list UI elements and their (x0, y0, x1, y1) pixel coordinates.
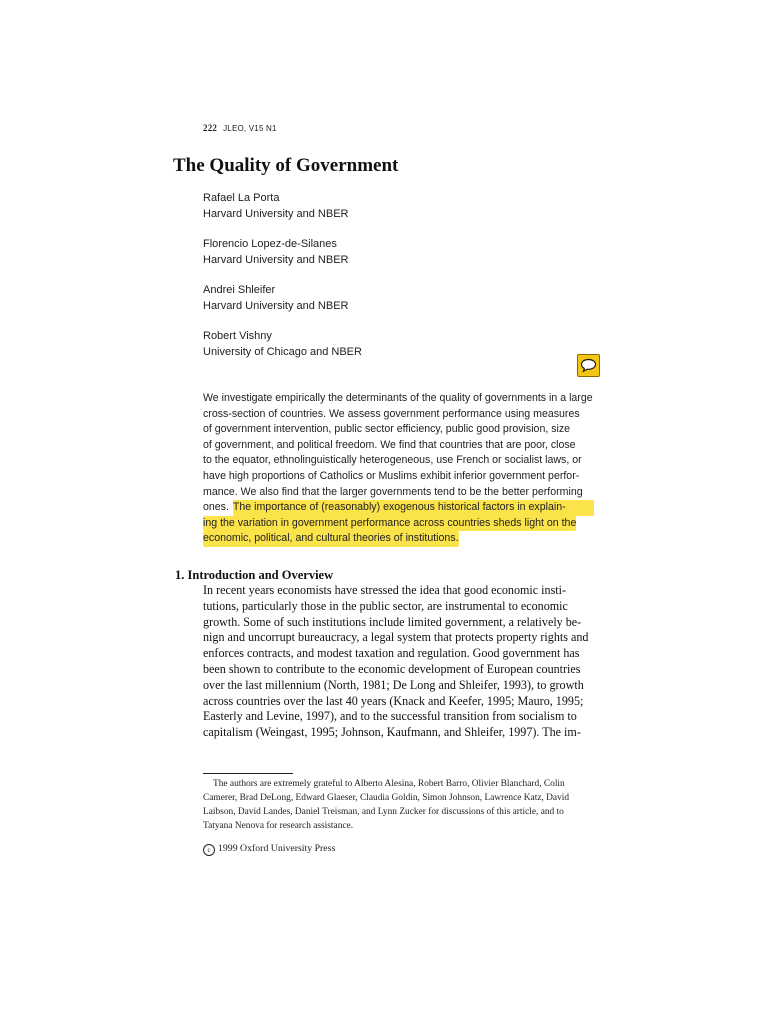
abstract-line: of government intervention, public sector efficiency, public good provision, size (203, 423, 571, 436)
body-line: Easterly and Levine, 1997), and to the successful transition from socialism to (203, 709, 577, 724)
body-line: nign and uncorrupt bureaucracy, a legal system that protects property rights and (203, 630, 589, 645)
author-name: Andrei Shleifer (203, 284, 276, 296)
author-block (203, 328, 603, 374)
page-number: 222 (203, 123, 218, 133)
section-body (203, 583, 593, 741)
section-heading: 1. Introduction and Overview (175, 568, 334, 582)
body-line: tutions, particularly those in the public sector, are instrumental to economic (203, 598, 568, 613)
abstract-line: of government, and political freedom. We find that countries that are poor, close (203, 438, 576, 451)
body-line: growth. Some of such institutions include limited government, a relatively be- (203, 614, 582, 629)
paper-title: The Quality of Government (173, 155, 399, 176)
footnote-line: Camerer, Brad DeLong, Edward Glaeser, Claudia Goldin, Simon Johnson, Lawrence Katz, David (203, 793, 570, 803)
body-line: In recent years economists have stressed the idea that good economic insti- (203, 583, 567, 597)
speech-bubble-icon (580, 358, 597, 373)
author-block (203, 282, 603, 328)
body-line: been shown to contribute to the economic development of European countries (203, 661, 581, 676)
body-line: capitalism (Weingast, 1995; Johnson, Kaufmann, and Shleifer, 1997). The im- (203, 725, 581, 740)
copyright-notice (203, 843, 335, 856)
body-line: enforces contracts, and modest taxation and regulation. Good government has (203, 646, 580, 661)
footnote-line: Tatyana Nenova for research assistance. (203, 821, 354, 831)
copyright-symbol: c (203, 844, 215, 856)
abstract-line: mance. We also find that the larger governments tend to be the better performing (203, 485, 583, 498)
highlighted-text[interactable]: ing the variation in government performance across countries sheds light on the (203, 516, 576, 532)
abstract-line: have high proportions of Catholics or Muslims exhibit inferior government perfor- (203, 469, 580, 482)
author-name: Rafael La Porta (203, 192, 280, 204)
abstract-text: ones. (203, 501, 229, 514)
comment-icon[interactable] (577, 354, 600, 377)
author-block (203, 236, 603, 282)
highlighted-text[interactable]: economic, political, and cultural theories of institutions. (203, 531, 459, 547)
author-affiliation: Harvard University and NBER (203, 254, 349, 266)
highlighted-text[interactable]: The importance of (reasonably) exogenous historical factors in explain- (233, 500, 594, 516)
running-head (203, 123, 277, 133)
author-affiliation: Harvard University and NBER (203, 208, 349, 220)
footnote-line: Laibson, David Landes, Daniel Treisman, and Lynn Zucker for discussions of this article, and to (203, 807, 564, 817)
footnote-rule (203, 773, 293, 774)
journal-name: JLEO, V15 N1 (223, 124, 277, 133)
copyright-text: 1999 Oxford University Press (218, 843, 336, 854)
author-affiliation: University of Chicago and NBER (203, 346, 362, 358)
author-affiliation: Harvard University and NBER (203, 300, 349, 312)
body-line: over the last millennium (North, 1981; De Long and Shleifer, 1993), to growth (203, 677, 584, 692)
author-name: Florencio Lopez-de-Silanes (203, 238, 337, 250)
footnote (203, 777, 594, 833)
abstract-line: cross-section of countries. We assess government performance using measures (203, 407, 580, 420)
author-name: Robert Vishny (203, 330, 272, 342)
abstract-line (203, 500, 594, 516)
abstract (203, 391, 594, 547)
footnote-line: The authors are extremely grateful to Alberto Alesina, Robert Barro, Olivier Blanchard, Colin (213, 779, 565, 789)
abstract-line: to the equator, ethnolinguistically heterogeneous, use French or socialist laws, or (203, 454, 582, 467)
body-line: across countries over the last 40 years (Knack and Keefer, 1995; Mauro, 1995; (203, 693, 584, 708)
abstract-line: We investigate empirically the determinants of the quality of governments in a large (203, 392, 593, 404)
author-list (203, 190, 603, 374)
author-block (203, 190, 603, 236)
